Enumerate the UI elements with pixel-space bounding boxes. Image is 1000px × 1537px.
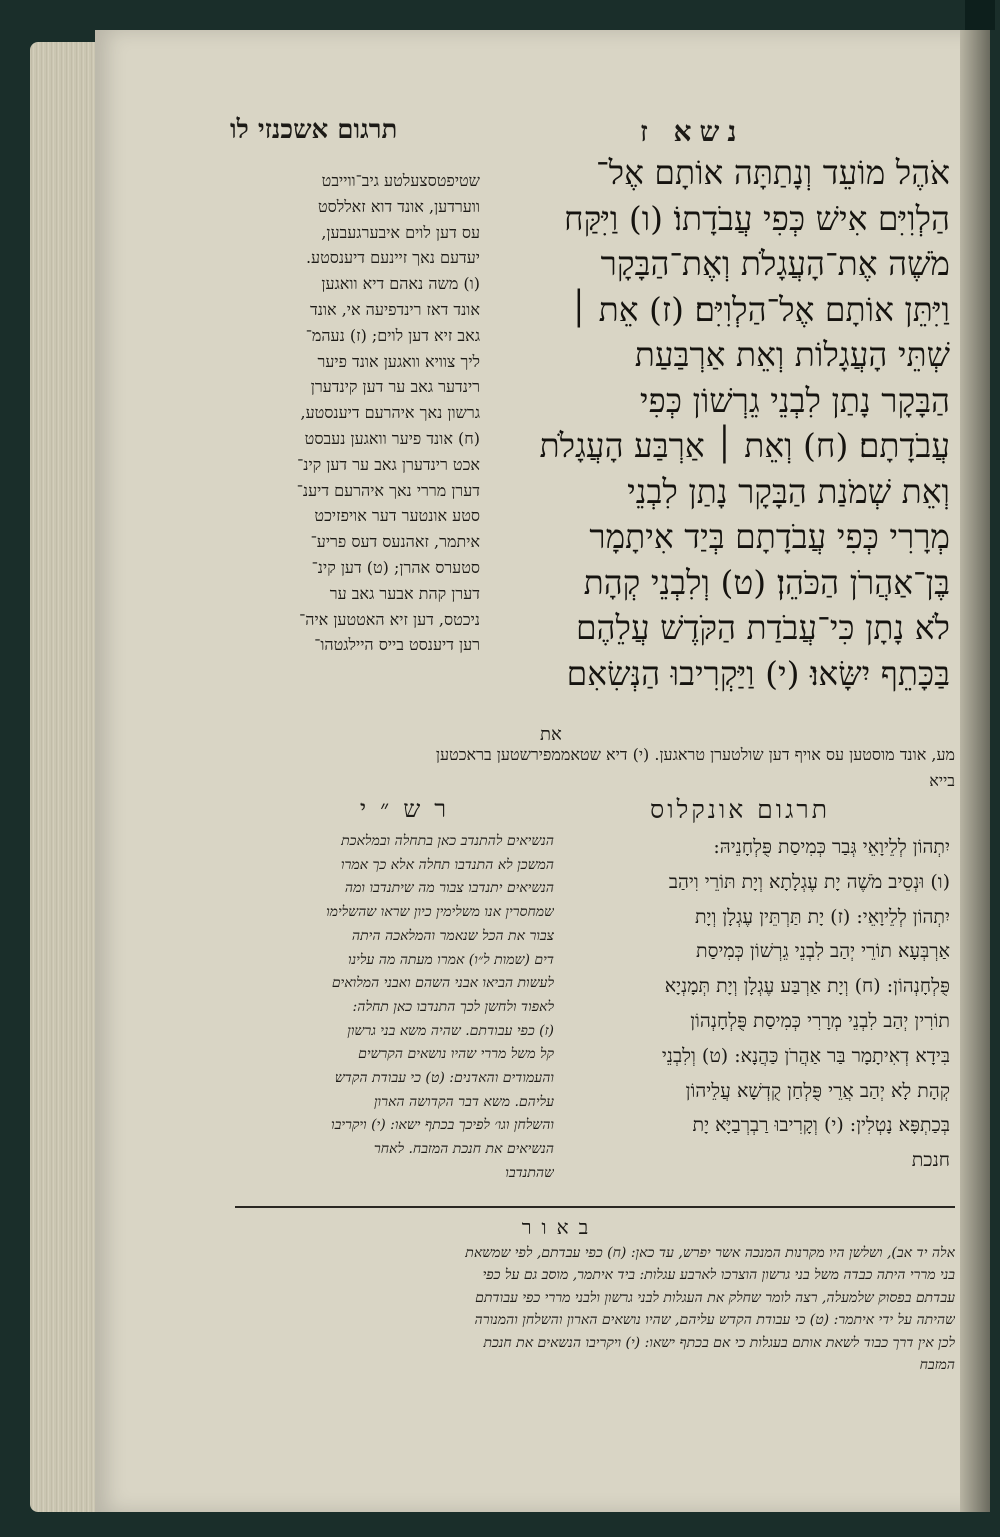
yiddish-line: איתמר, זאהנעס דעס פריע־ (310, 532, 480, 552)
rashi-line: צבור את הכל שנאמר והמלאכה היתה (351, 927, 554, 944)
rashi-heading: רש״י (359, 795, 461, 823)
main-text-line: מֹשֶׁה אֶת־הָעֲגָלֹת וְאֶת־הַבָּקָר (600, 244, 950, 283)
onkelos-line: יִתְהוֹן לְלֵיוָאֵי גְּבַר כְּמִיסַת פֻּלְחָנֵיהּ: (713, 836, 950, 858)
yiddish-tail-line: בייא (929, 771, 955, 790)
yiddish-line: אונד דאז רינדפיעה אי, אונד (310, 299, 480, 319)
yiddish-line: סטערס אהרן; (ט) דען קינ־ (311, 557, 480, 577)
biur-commentary (220, 1242, 955, 1376)
yiddish-line: רינדער גאב ער דען קינדערן (310, 377, 480, 397)
main-text-line: מְרָרִי כְּפִי עֲבֹדָתָם בְּיַד אִיתָמָר (589, 517, 950, 556)
rashi-line: לאפוד ולחשן לכך התנדבו כאן תחלה: (352, 998, 554, 1015)
onkelos-line: קְהָת לָא יְהַב אֲרֵי פֻּלְחַן קֻדְשָׁא עֲלֵיהוֹן (685, 1079, 950, 1102)
yiddish-line: שטיפטסצעלטע גיב־ווייבט (321, 171, 480, 190)
onkelos-line: תוֹרִין יְהַב לִבְנֵי מְרָרִי כְּמִיסַת פֻּלְחָנְהוֹן (690, 1009, 950, 1032)
onkelos-line: חנכת (911, 1149, 950, 1172)
yiddish-line: רען דיענסט בייס היילגטהו־ (314, 635, 480, 655)
yiddish-line: ווערדען, אונד דוא זאללסט (317, 196, 480, 216)
onkelos-line: יִתְהוֹן לְלֵיוָאֵי: (ז) יָת תַּרְתֵּין עֶגְלָן וְיָת (694, 905, 950, 928)
yiddish-line: (ו) משה נאהם דיא וואגען (321, 274, 480, 294)
running-header-right: נשא ז (640, 115, 745, 148)
yiddish-line: ניכטס, דען זיא האטטען איה־ (299, 609, 480, 629)
yiddish-line: דערן קהת אבער גאב ער (329, 583, 480, 603)
main-text-line: בַּכָּתֵף יִשָּׂאוּ׃ (י) וַיַּקְרִיבוּ הַנְּשִׂאִם (566, 653, 950, 693)
rashi-line: והעמודים והאדנים: (ט) כי עבודת הקדש (334, 1070, 554, 1087)
onkelos-line: אַרְבְּעָא תוֹרֵי יְהַב לִבְנֵי גֵרְשׁוֹן כְּמִיסַת (696, 940, 950, 963)
yiddish-line: גאב זיא דען לוים; (ז) נעהמ־ (305, 325, 480, 345)
rashi-line: והשלחן וגו׳ לפיכך בכתף ישאו: (י) ויקריבו (331, 1117, 554, 1134)
rashi-commentary (232, 830, 554, 1186)
yiddish-line: אכט רינדערן גאב ער דען קינ־ (297, 454, 480, 474)
biur-heading: באור (521, 1215, 599, 1239)
biur-line: עבדתם בפסוק שלמעלה, רצה לומר שחלק את העגלות לבני גרשון ולבני מררי כפי עבודתם (475, 1289, 955, 1306)
rashi-line: דים (שמות ל״ו) אמרו מעתה מה עלינו (348, 951, 554, 968)
biur-line: לכן אין דרך כבוד לשאת אותם בעגלות כי אם בכתף ישאו: (י) ויקריבו הנשאים את חנכת (483, 1334, 955, 1351)
yiddish-continuation (225, 742, 955, 794)
onkelos-line: (ו) וּנְסֵיב מֹשֶׁה יָת עֶגְלָתָא וְיָת תּוֹרֵי וִיהַב (668, 870, 950, 893)
yiddish-line: סטע אונטער דער אויפזיכט (314, 506, 480, 526)
yiddish-line: גרשון נאך איהרעם דיענסטע, (300, 403, 480, 423)
onkelos-line: בִּידָא דְאִיתָמָר בַּר אַהֲרֹן כַּהֲנָא: (ט) וְלִבְנֵי (661, 1044, 950, 1067)
rashi-line: הנשיאים להתנדב כאן בתחלה ובמלאכת (341, 833, 554, 849)
onkelos-heading: תרגום אונקלוס (650, 795, 830, 824)
main-text-line: עֲבֹדָתָם׃ (ח) וְאֵת ׀ אַרְבַּע הָעֲגָלֹת (539, 426, 950, 465)
yiddish-tail-line: מע, אונד מוסטען עס אויף דען שולטערן טראגען. (י) דיא שטאממפירשטען בראכטען (435, 745, 955, 764)
main-text-line: הַבָּקָר נָתַן לִבְנֵי גֵרְשׁוֹן כְּפִי (639, 380, 950, 420)
main-text-line: הַלְוִיִּם אִישׁ כְּפִי עֲבֹדָתוֹ׃ (ו) וַיִּקַּח (564, 198, 950, 238)
rashi-line: קל משל מררי שהיו נושאים הקרשים (358, 1046, 554, 1063)
running-header-left: תרגום אשכנזי לו (230, 115, 398, 145)
yiddish-line: (ח) אונד פיער וואגען נעבסט (304, 428, 480, 448)
biur-line: שהיתה על ידי איתמר: (ט) כי עבודת הקדש עליהם, שהיו נושאים הארון והשלחן והמנורה (474, 1312, 955, 1329)
rashi-line: עליהם. משא דבר הקדושה הארון (373, 1093, 554, 1110)
rashi-line: שהתנדבו (505, 1164, 554, 1181)
main-text-line: וְאֵת שְׁמֹנַת הַבָּקָר נָתַן לִבְנֵי (627, 471, 950, 511)
right-gutter (960, 30, 990, 1512)
onkelos-translation (568, 830, 950, 1178)
rashi-line: שמחסרין אנו משלימין כיון שראו שהשלימו (326, 904, 554, 921)
yiddish-line: עס דען לוים איבערגעבען, (321, 222, 480, 242)
rashi-line: לעשות הביאו אבני השהם ואבני המלואים (331, 975, 554, 992)
main-hebrew-text (490, 150, 950, 696)
main-text-line: אֹהֶל מוֹעֵד וְנָתַתָּה אוֹתָם אֶל־ (596, 153, 950, 192)
yiddish-line: ליך צוויא וואגען אונד פיער (317, 351, 480, 371)
catchword-mark: את (540, 724, 562, 745)
biur-line: בני מררי היתה כבדה משל בני גרשון הוצרכו לארבע עגלות: ביד איתמר, מוסב גם על כפי (482, 1267, 955, 1284)
main-text-line: וַיִּתֵּן אוֹתָם אֶל־הַלְוִיִּם׃ (ז) אֵת ׀ (569, 289, 950, 329)
biur-line: אלה יד אב), ושלשן היו מקרנות המנכה אשר יפרש, עד כאן: (ח) כפי עבדתם, לפי שמשאת (465, 1245, 955, 1261)
rashi-line: הנשיאים את חנכת המזבח. לאחר (373, 1141, 554, 1158)
onkelos-line: בְּכַתְפָּא נָטְלִין: (י) וְקָרִיבוּ רַבְרְבַיָּא יָת (692, 1114, 950, 1137)
yiddish-translation-column (220, 168, 480, 658)
rashi-line: הנשיאים יתנדבו צבור מה שיתנדבו ומה (344, 880, 554, 897)
main-text-line: לֹא נָתָן כִּי־עֲבֹדַת הַקֹּדֶשׁ עֲלֵהֶם (575, 608, 950, 647)
main-text-line: בֶּן־אַהֲרֹן הַכֹּהֵן׃ (ט) וְלִבְנֵי קְהָת (583, 562, 950, 602)
background-corner (965, 0, 995, 30)
onkelos-line: פֻּלְחָנְהוֹן: (ח) וְיָת אַרְבַּע עֶגְלָן וְיָת תְּמָנְיָא (664, 975, 950, 998)
main-text-line: שְׁתֵּי הָעֲגָלוֹת וְאֵת אַרְבַּעַת (634, 335, 950, 374)
biur-line: המזבח (919, 1357, 955, 1374)
rashi-line: המשכן לא התנדבו תחלה אלא כך אמרו (340, 856, 554, 873)
yiddish-line: יעדעם נאך זיינעם דיענסטע. (305, 248, 480, 268)
yiddish-line: דערן מררי נאך איהרעם דיענ־ (296, 480, 480, 500)
rashi-line: (ז) כפי עבודתם. שהיה משא בני גרשון (347, 1022, 554, 1039)
section-divider (235, 1206, 955, 1208)
